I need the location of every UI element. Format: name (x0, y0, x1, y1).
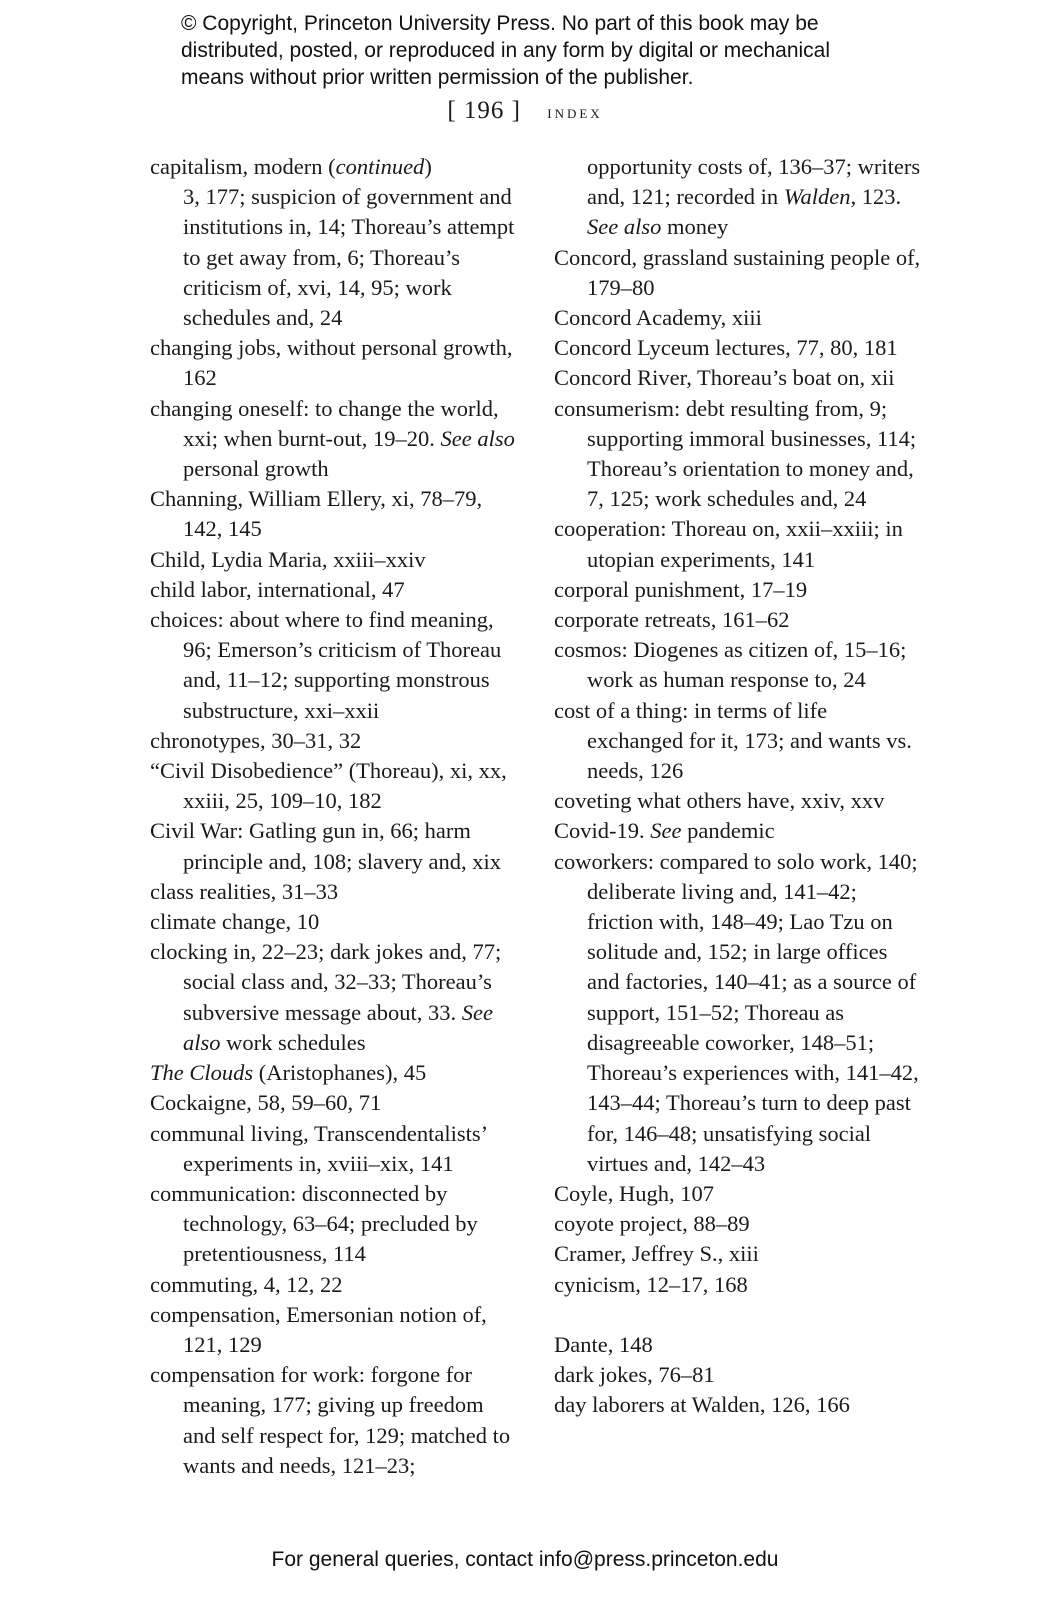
entry-text: ) (424, 154, 432, 179)
footer-contact: For general queries, contact info@press.princeton.edu (271, 1548, 779, 1571)
entry-text: work schedules (220, 1029, 366, 1055)
index-entry: choices: about where to find meaning, 96; Emerson’s criticism of Thoreau and, 11–12; supporting monstrous substructure, xxi–xxii (150, 607, 502, 723)
index-column-right (554, 152, 924, 1421)
copyright-line: means without prior written permission of the publisher. (181, 66, 694, 89)
copyright-line: © Copyright, Princeton University Press. No part of this book may be (181, 12, 819, 35)
index-entry: changing jobs, without personal growth, 162 (150, 335, 513, 391)
running-head: index (547, 102, 603, 122)
index-entry: Civil War: Gatling gun in, 66; harm principle and, 108; slavery and, xix (150, 818, 502, 874)
entry-text: clocking in, 22–23; dark jokes and, 77; social class and, 32–33; Thoreau’s subversive message about, 33. (150, 939, 502, 1025)
index-entry: communal living, Transcendentalists’ experiments in, xviii–xix, 141 (150, 1120, 487, 1176)
entry-italic: Walden (783, 184, 851, 210)
index-entry: cost of a thing: in terms of life exchanged for it, 173; and wants vs. needs, 126 (554, 697, 912, 784)
entry-italic: continued (335, 154, 425, 179)
index-entry (150, 1058, 520, 1088)
index-entry: “Civil Disobedience” (Thoreau), xi, xx, xxiii, 25, 109–10, 182 (150, 758, 507, 814)
index-entry: cooperation: Thoreau on, xxii–xxiii; in utopian experiments, 141 (554, 516, 903, 572)
page-number: [ 196 ] (447, 97, 521, 124)
index-entry: class realities, 31–33 (150, 878, 339, 904)
entry-italic: See also (440, 425, 515, 451)
index-entry: compensation, Emersonian notion of, 121, 129 (150, 1301, 487, 1357)
entry-italic: See also (587, 214, 662, 240)
index-entry: communication: disconnected by technology, 63–64; precluded by pretentiousness, 114 (150, 1180, 478, 1267)
entry-text: money (661, 214, 729, 240)
index-entry: Dante, 148 (554, 1331, 653, 1357)
index-entry: day laborers at Walden, 126, 166 (554, 1392, 850, 1418)
index-entry: compensation for work: forgone for meaning, 177; giving up freedom and self respect for, 129; matched to wants and needs, 121–23; (150, 1362, 511, 1478)
entry-italic: See (650, 818, 682, 844)
index-entry: Channing, William Ellery, xi, 78–79, 142, 145 (150, 486, 483, 542)
letter-group-gap (554, 1300, 924, 1330)
index-entry: Coyle, Hugh, 107 (554, 1180, 714, 1206)
index-entry: dark jokes, 76–81 (554, 1362, 715, 1388)
entry-text: opportunity costs of, 136–37; writers and, 121; recorded in (587, 154, 921, 210)
index-column-left (150, 152, 520, 1481)
index-entry: Concord Lyceum lectures, 77, 80, 181 (554, 335, 898, 361)
index-entry: coyote project, 88–89 (554, 1211, 750, 1237)
index-entry (150, 394, 520, 485)
index-entry: Child, Lydia Maria, xxiii–xxiv (150, 546, 426, 572)
entry-text: (Aristophanes), 45 (253, 1060, 427, 1086)
index-entry: commuting, 4, 12, 22 (150, 1271, 343, 1297)
index-entry (150, 937, 520, 1058)
index-entry: cosmos: Diogenes as citizen of, 15–16; work as human response to, 24 (554, 637, 907, 693)
entry-italic: See also (183, 999, 493, 1055)
copyright-line: distributed, posted, or reproduced in any form by digital or mechanical (181, 39, 831, 62)
index-entry: coworkers: compared to solo work, 140; deliberate living and, 141–42; friction with, 148–49; Lao Tzu on solitude and, 152; in large offices and factories, 140–41; as a source of support, 151–52; Thoreau as disagreeable coworker, 148–51; Thoreau’s experiences with, 141–42, 143–44; Thoreau’s turn to deep past for, 146–48; unsatisfying social virtues and, 142–43 (554, 848, 919, 1176)
index-entry: consumerism: debt resulting from, 9; supporting immoral businesses, 114; Thoreau’s orientation to money and, 7, 125; work schedules and, 24 (554, 395, 917, 512)
index-entry (150, 152, 520, 182)
entry-text: personal growth (183, 456, 329, 482)
index-entry: cynicism, 12–17, 168 (554, 1271, 748, 1297)
entry-italic: The Clouds (150, 1060, 254, 1086)
page-header (0, 94, 1050, 129)
index-entry: child labor, international, 47 (150, 576, 405, 602)
index-entry: climate change, 10 (150, 909, 320, 935)
entry-text: , 123. (850, 184, 902, 210)
index-entry: Concord, grassland sustaining people of, 179–80 (554, 244, 921, 300)
index-entry: Cramer, Jeffrey S., xiii (554, 1241, 759, 1267)
index-entry: Cockaigne, 58, 59–60, 71 (150, 1090, 382, 1116)
index-entry (554, 816, 924, 846)
entry-text: 3, 177; suspicion of government and institutions in, 14; Thoreau’s attempt to get away from, 6; Thoreau’s criticism of, xvi, 14, 95; work schedules and, 24 (183, 184, 515, 331)
entry-text: pandemic (681, 818, 775, 844)
index-entry: Concord River, Thoreau’s boat on, xii (554, 365, 895, 391)
entry-text: Covid-19. (554, 818, 651, 844)
index-entry: coveting what others have, xxiv, xxv (554, 788, 885, 814)
entry-text: capitalism, modern ( (150, 154, 336, 179)
index-entry: corporate retreats, 161–62 (554, 607, 790, 633)
copyright-notice (181, 10, 901, 91)
index-entry: chronotypes, 30–31, 32 (150, 727, 362, 753)
index-entry: Concord Academy, xiii (554, 305, 762, 331)
entry-text: changing oneself: to change the world, xxi; when burnt-out, 19–20. (150, 395, 499, 451)
index-entry: corporal punishment, 17–19 (554, 576, 808, 602)
index-entry-continuation (150, 182, 520, 333)
index-entry-continuation (554, 152, 924, 243)
